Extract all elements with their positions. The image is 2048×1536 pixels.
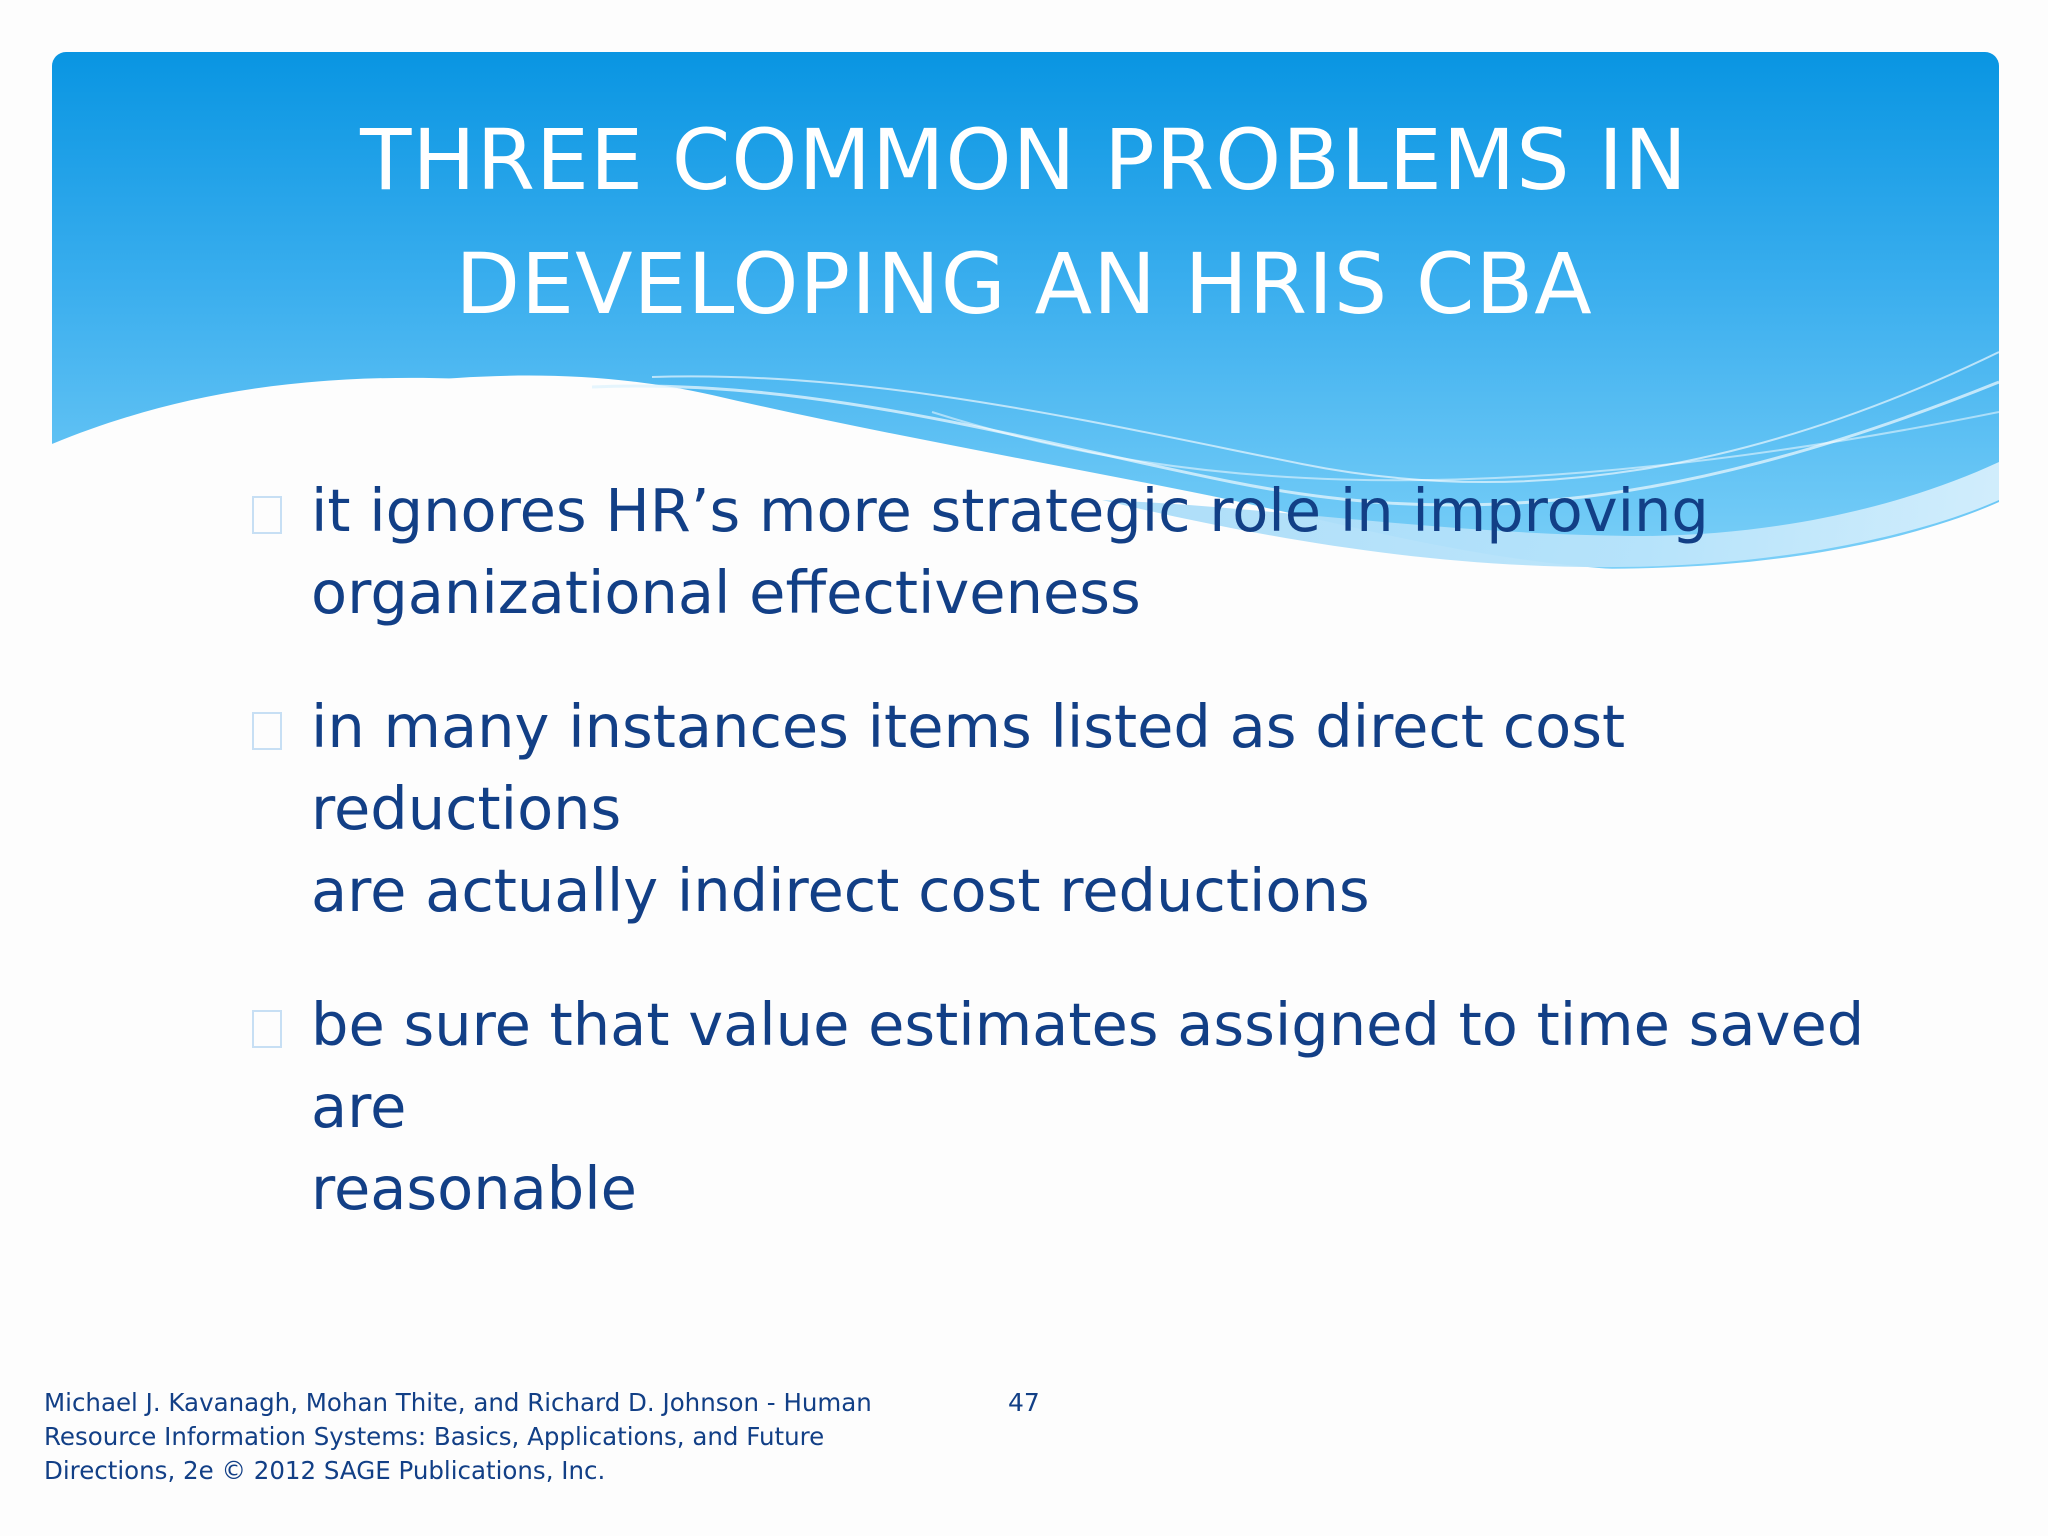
slide-title-line: DEVELOPING AN HRIS CBA	[455, 235, 1593, 333]
bullet-line: organizational effectiveness	[311, 558, 1141, 627]
bullet-item	[250, 984, 1950, 1230]
citation-line: Michael J. Kavanagh, Mohan Thite, and Richard D. Johnson - Human	[44, 1388, 872, 1417]
bullet-item	[250, 686, 1950, 932]
square-bullet-icon	[252, 496, 282, 534]
bullet-line: be sure that value estimates assigned to time saved are	[311, 990, 1865, 1141]
citation-line: Directions, 2e © 2012 SAGE Publications, Inc.	[44, 1456, 606, 1485]
square-bullet-icon	[252, 712, 282, 750]
bullet-line: it ignores HR’s more strategic role in improving	[311, 476, 1709, 545]
slide-title-line: THREE COMMON PROBLEMS IN	[360, 111, 1688, 209]
bullet-line: are actually indirect cost reductions	[311, 856, 1370, 925]
page-number: 47	[1008, 1388, 1040, 1417]
citation-line: Resource Information Systems: Basics, Applications, and Future	[44, 1422, 825, 1451]
bullet-list	[250, 470, 1950, 1282]
bullet-item	[250, 470, 1950, 634]
square-bullet-icon	[252, 1010, 282, 1048]
slide-title	[150, 98, 1898, 346]
bullet-line: in many instances items listed as direct cost reductions	[311, 692, 1626, 843]
bullet-line: reasonable	[311, 1154, 637, 1223]
footer-citation	[44, 1386, 914, 1488]
